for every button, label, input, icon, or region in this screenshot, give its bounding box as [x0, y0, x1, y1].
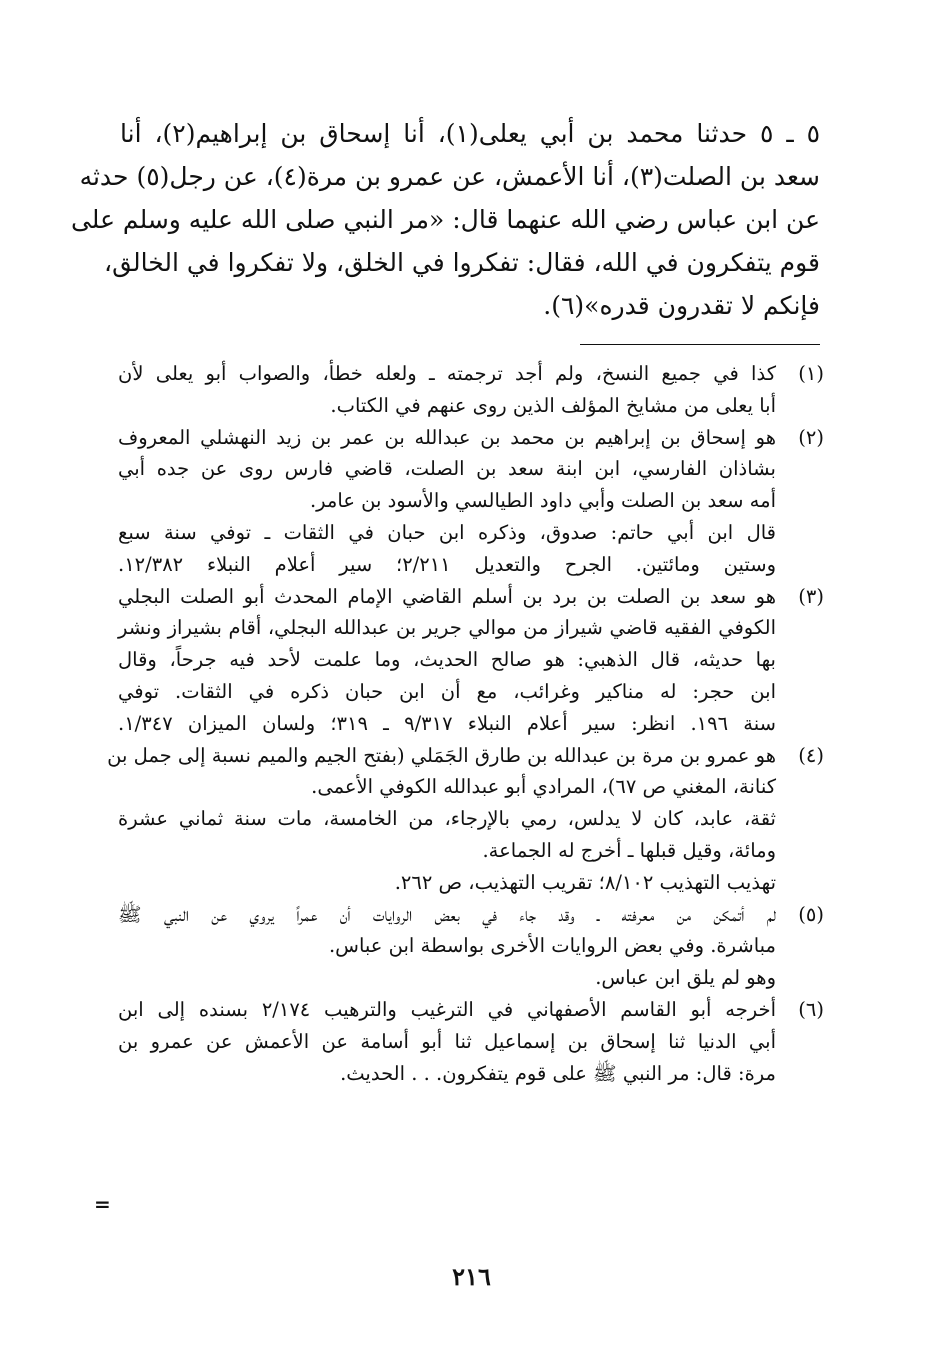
- footnote-separator: [580, 344, 820, 345]
- footnote-line: مرة: قال: مر النبي ﷺ على قوم يتفكرون. . . الحديث.: [340, 1061, 776, 1085]
- hadith-line: قوم يتفكرون في الله، فقال: تفكروا في الخلق، ولا تفكروا في الخالق،: [104, 248, 820, 277]
- footnote-line: هو سعد بن الصلت بن برد بن أسلم القاضي الإمام المحدث أبو الصلت البجلي: [118, 584, 776, 608]
- footnote-line: مباشرة. وفي بعض الروايات الأخرى بواسطة ابن عباس.: [328, 934, 776, 958]
- footnote-2: [118, 422, 824, 581]
- footnotes: [107, 358, 824, 1089]
- footnote-line: أبا يعلى من مشايخ المؤلف الذين روى عنهم في الكتاب.: [330, 393, 776, 417]
- page-number: ٢١٦: [452, 1262, 491, 1291]
- footnote-line: ومائة، وقيل قبلها ـ أخرج له الجماعة.: [482, 838, 776, 862]
- footnote-line: الكوفي الفقيه قاضي شيراز من موالي جرير بن عبدالله البجلي، أقام بشيراز ونشر: [118, 616, 776, 640]
- hadith-line: ٥ ـ ٥ حدثنا محمد بن أبي يعلى(١)، أنا إسحاق بن إبراهيم(٢)، أنا: [120, 119, 821, 148]
- footnote-6: [118, 994, 824, 1089]
- footnote-line: هو عمرو بن مرة بن عبدالله بن طارق الجَمَلي (بفتح الجيم والميم نسبة إلى جمل بن: [107, 743, 776, 767]
- footnote-line: وستين ومائتين. الجرح والتعديل ٢/٢١١؛ سير أعلام النبلاء ١٢/٣٨٢.: [118, 552, 777, 576]
- footnote-line: ابن حجر: له مناكير وغرائب، مع أن ابن حبان ذكره في الثقات. توفي: [118, 679, 776, 703]
- footnote-line: لم أتمكن من معرفته ـ وقد جاء في بعض الروايات أن عمراً يروي عن النبي ﷺ: [118, 902, 776, 926]
- footnote-line: كنانة، المغني ص ٦٧)، المرادي أبو عبدالله الكوفي الأعمى.: [311, 775, 776, 799]
- footnote-line: ثقة، عابد، كان لا يدلس، رمي بالإرجاء، من الخامسة، مات سنة ثماني عشرة: [118, 807, 776, 831]
- footnote-line: قال ابن أبي حاتم: صدوق، وذكره ابن حبان في الثقات ـ توفي سنة سبع: [118, 520, 776, 544]
- footnote-3: [118, 581, 824, 740]
- footnote-4: [107, 740, 824, 899]
- footnote-line: بها حديثه، قال الذهبي: هو صالح الحديث، وما علمت لأحد فيه جرحاً، وقال: [118, 648, 776, 672]
- footnote-line: تهذيب التهذيب ٨/١٠٢؛ تقريب التهذيب، ص ٢٦٢.: [394, 870, 776, 894]
- footnote-5: [118, 899, 824, 994]
- hadith-line: سعد بن الصلت(٣)، أنا الأعمش، عن عمرو بن مرة(٤)، عن رجل(٥) حدثه: [79, 162, 820, 191]
- continuation-mark: =: [94, 1192, 111, 1216]
- footnote-number: (٥): [798, 902, 824, 926]
- footnote-number: (٤): [798, 743, 824, 767]
- footnote-line: سنة ١٩٦. انظر: سير أعلام النبلاء ٩/٣١٧ ـ ٣١٩؛ ولسان الميزان ١/٣٤٧.: [118, 711, 776, 735]
- footnote-line: أمه سعد بن الصلت وأبي داود الطيالسي والأسود بن عامر.: [309, 489, 776, 513]
- hadith-text: [70, 112, 821, 327]
- hadith-line: عن ابن عباس رضي الله عنهما قال: «مر النبي صلى الله عليه وسلم على: [70, 205, 820, 234]
- footnote-line: كذا في جميع النسخ، ولم أجد ترجمته ـ ولعله خطأ، والصواب أبو يعلى لأن: [118, 362, 776, 385]
- footnote-number: (٢): [798, 425, 824, 449]
- footnote-line: بشاذان الفارسي، ابن ابنة سعد بن الصلت، قاضي فارس روى عن جده أبي: [118, 457, 776, 481]
- footnote-line: أبي الدنيا ثنا إسحاق بن إسماعيل ثنا أبو أسامة عن الأعمش عن عمرو بن: [118, 1029, 776, 1053]
- footnote-number: (١): [798, 362, 824, 385]
- footnote-number: (٦): [798, 997, 824, 1021]
- hadith-line: فإنكم لا تقدرون قدره»(٦).: [543, 291, 820, 320]
- footnote-number: (٣): [798, 584, 824, 608]
- footnote-line: أخرجه أبو القاسم الأصفهاني في الترغيب والترهيب ٢/١٧٤ بسنده إلى ابن: [118, 997, 776, 1021]
- footnote-1: [118, 358, 824, 422]
- footnote-line: هو إسحاق بن إبراهيم بن محمد بن عبدالله بن عمر بن زيد النهشلي المعروف: [118, 425, 776, 449]
- footnote-line: وهو لم يلق ابن عباس.: [595, 966, 776, 990]
